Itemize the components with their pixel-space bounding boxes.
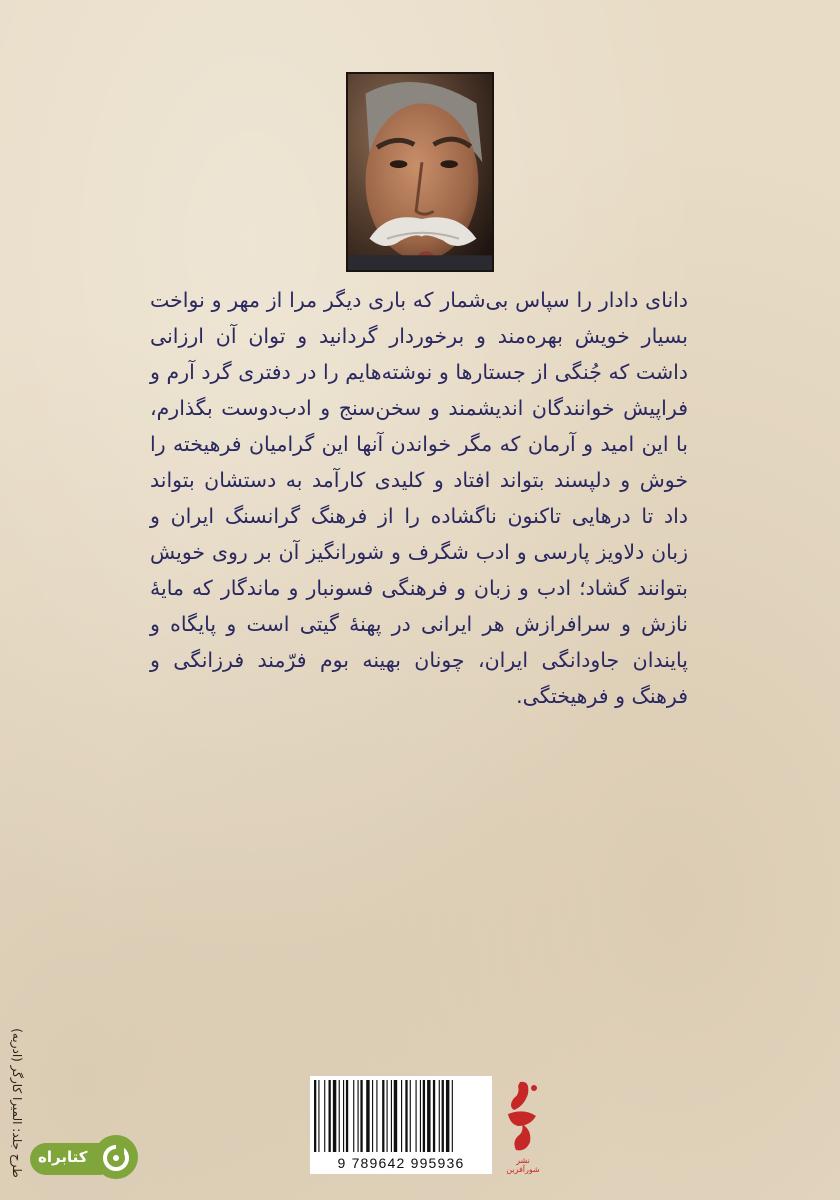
publisher-name: نشر شورآفرین	[506, 1156, 540, 1174]
ketabrah-pill	[30, 1143, 102, 1175]
ketabrah-label: کتابراه	[38, 1148, 88, 1166]
ketabrah-logo-icon	[94, 1135, 138, 1179]
ketabrah-badge	[30, 1135, 138, 1179]
author-photo-icon	[348, 74, 492, 270]
isbn-barcode	[310, 1076, 492, 1174]
barcode-icon	[314, 1080, 488, 1152]
publisher-logo-icon	[500, 1076, 546, 1156]
cover-design-credit	[6, 1020, 28, 1185]
body-text: دانای دادار را سپاس بی‌شمار که باری دیگر مرا از مهر و نواخت بسیار خویش بهره‌مند و برخوردار گردانید و توان آن ارزانی داشت که جُنگی از جستارها و نوشته‌هایم را در دفتری گرد آرم و فراپیش خوانندگان اندیشمند و سخن‌سنج و ادب‌دوست بگذارم، با این امید و آرمان که مگر خواندن آنها این گرامیان فرهیخته را خوش و دلپسند بتواند افتاد و کلیدی کارآمد به دستشان بتواند داد تا درهایی تاکنون ناگشاده را از فرهنگ گرانسنگ ایران و زبان دلاویز پارسی و ادب شگرف و شورانگیز آن بر روی خویش بتوانند گشاد؛ ادب و زبان و فرهنگی فسونبار و ماندگار که مایهٔ نازش و سرافرازش هر ایرانی در پهنهٔ گیتی است و پایگاه و پایندان جاودانگی ایران، چونان بهینه بوم فرّمند فرزانگی و فرهنگ و فرهیختگی.	[150, 288, 688, 708]
credit-text: طرح جلد: المیرا کارگر (ادریه)	[10, 1027, 24, 1178]
isbn-number: 9 789642 995936	[337, 1155, 465, 1171]
publisher-logo	[500, 1076, 546, 1176]
author-portrait	[346, 72, 494, 272]
